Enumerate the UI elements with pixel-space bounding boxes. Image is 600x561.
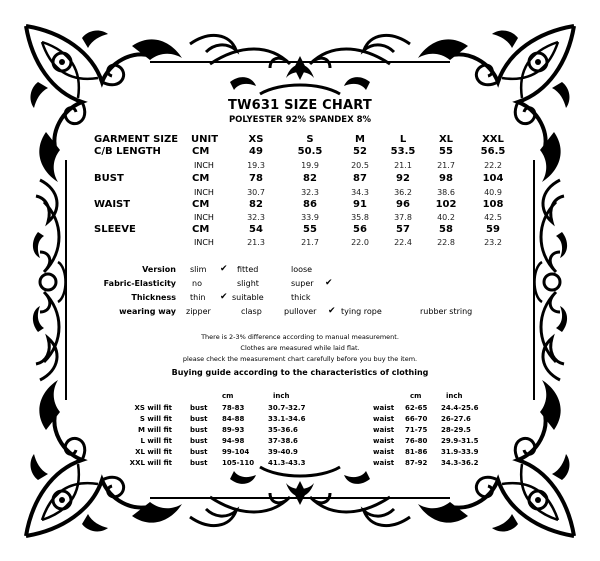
inch-value: 23.2	[484, 238, 502, 247]
feature-label-thickness: Thickness	[131, 293, 176, 302]
check-icon: ✔	[325, 278, 333, 288]
inch-value: 32.3	[301, 188, 319, 197]
guide-size-label: XL will fit	[135, 448, 172, 456]
guide-waist-label: waist	[373, 437, 395, 445]
cm-value: 82	[249, 199, 263, 210]
check-icon: ✔	[328, 306, 336, 316]
inch-value: 32.3	[247, 213, 265, 222]
guide-bust-inch: 37-38.6	[268, 437, 298, 445]
guide-bust-label: bust	[190, 459, 208, 467]
feature-option: zipper	[186, 307, 211, 316]
cm-value: 52	[353, 146, 367, 157]
guide-bust-inch: 33.1-34.6	[268, 415, 306, 423]
guide-waist-label: waist	[373, 404, 395, 412]
size-header-l: L	[399, 134, 407, 145]
cm-value: 96	[396, 199, 410, 210]
size-header-xs: XS	[248, 134, 264, 145]
material-composition: POLYESTER 92% SPANDEX 8%	[228, 115, 372, 125]
guide-waist-label: waist	[373, 459, 395, 467]
guide-cm-header: cm	[222, 392, 234, 400]
row-label-bust: BUST	[94, 173, 124, 184]
cm-value: 54	[249, 224, 263, 235]
unit-cm: CM	[192, 199, 210, 210]
unit-inch: INCH	[194, 188, 214, 197]
row-label-waist: WAIST	[94, 199, 131, 210]
guide-waist-cm: 71-75	[405, 426, 428, 434]
guide-bust-label: bust	[190, 415, 208, 423]
inch-value: 22.0	[351, 238, 369, 247]
feature-option: fitted	[237, 265, 259, 274]
guide-waist-inch: 26-27.6	[441, 415, 471, 423]
guide-waist-cm: 76-80	[405, 437, 428, 445]
guide-waist-cm: 87-92	[405, 459, 428, 467]
guide-bust-cm: 84-88	[222, 415, 245, 423]
inch-value: 21.1	[394, 161, 412, 170]
cm-value: 108	[482, 199, 504, 210]
inch-value: 40.9	[484, 188, 502, 197]
cm-value: 86	[303, 199, 317, 210]
inch-value: 22.2	[484, 161, 502, 170]
inch-value: 30.7	[247, 188, 265, 197]
inch-value: 42.5	[484, 213, 502, 222]
feature-option: suitable	[232, 293, 264, 302]
guide-bust-label: bust	[190, 426, 208, 434]
size-header-xxl: XXL	[482, 134, 504, 145]
guide-waist-inch: 34.3-36.2	[441, 459, 479, 467]
cm-value: 102	[435, 199, 457, 210]
guide-bust-inch: 39-40.9	[268, 448, 298, 456]
feature-option: thick	[291, 293, 311, 302]
guide-waist-label: waist	[373, 448, 395, 456]
cm-value: 58	[439, 224, 453, 235]
cm-value: 56	[353, 224, 367, 235]
inch-value: 19.9	[301, 161, 319, 170]
inch-value: 19.3	[247, 161, 265, 170]
inch-value: 40.2	[437, 213, 455, 222]
guide-bust-cm: 99-104	[222, 448, 250, 456]
cm-value: 49	[249, 146, 263, 157]
feature-label-wearing-way: wearing way	[119, 307, 176, 316]
garment-size-header: GARMENT SIZE	[94, 134, 179, 145]
cm-value: 82	[303, 173, 317, 184]
cm-value: 78	[249, 173, 263, 184]
cm-value: 56.5	[480, 146, 506, 157]
guide-bust-inch: 30.7-32.7	[268, 404, 306, 412]
feature-label-elasticity: Fabric-Elasticity	[103, 279, 176, 288]
feature-option: no	[192, 279, 202, 288]
cm-value: 59	[486, 224, 500, 235]
feature-option: tying rope	[341, 307, 382, 316]
guide-bust-cm: 89-93	[222, 426, 245, 434]
cm-value: 87	[353, 173, 367, 184]
feature-option: clasp	[241, 307, 262, 316]
chart-title: TW631 SIZE CHART	[228, 98, 372, 113]
guide-bust-inch: 35-36.6	[268, 426, 298, 434]
guide-bust-inch: 41.3-43.3	[268, 459, 306, 467]
guide-waist-inch: 29.9-31.5	[441, 437, 479, 445]
guide-waist-label: waist	[373, 426, 395, 434]
note-line: please check the measurement chart carefully before you buy the item.	[182, 355, 418, 363]
row-label-sleeve: SLEEVE	[94, 224, 136, 235]
feature-option: thin	[190, 293, 206, 302]
feature-option: super	[291, 279, 314, 288]
guide-size-label: XS will fit	[134, 404, 172, 412]
check-icon: ✔	[220, 292, 228, 302]
note-line: There is 2-3% difference according to manual measurement.	[201, 333, 399, 341]
cm-value: 53.5	[390, 146, 416, 157]
guide-inch-header: inch	[273, 392, 290, 400]
guide-waist-inch: 28-29.5	[441, 426, 471, 434]
inch-value: 34.3	[351, 188, 369, 197]
feature-option: pullover	[284, 307, 317, 316]
cm-value: 91	[353, 199, 367, 210]
guide-size-label: XXL will fit	[129, 459, 172, 467]
guide-waist-inch: 31.9-33.9	[441, 448, 479, 456]
guide-waist-cm: 81-86	[405, 448, 428, 456]
guide-waist-inch: 24.4-25.6	[441, 404, 479, 412]
unit-cm: CM	[192, 224, 210, 235]
size-header-s: S	[306, 134, 314, 145]
feature-label-version: Version	[142, 265, 176, 274]
guide-cm-header: cm	[410, 392, 422, 400]
guide-bust-cm: 78-83	[222, 404, 245, 412]
inch-value: 21.7	[437, 161, 455, 170]
unit-cm: CM	[192, 173, 210, 184]
inch-value: 21.3	[247, 238, 265, 247]
check-icon: ✔	[220, 264, 228, 274]
guide-inch-header: inch	[446, 392, 463, 400]
unit-inch: INCH	[194, 238, 214, 247]
inch-value: 36.2	[394, 188, 412, 197]
guide-bust-label: bust	[190, 437, 208, 445]
cm-value: 55	[439, 146, 453, 157]
unit-inch: INCH	[194, 213, 214, 222]
unit-inch: INCH	[194, 161, 214, 170]
feature-option: loose	[291, 265, 313, 274]
unit-cm: CM	[192, 146, 210, 157]
inch-value: 20.5	[351, 161, 369, 170]
inch-value: 38.6	[437, 188, 455, 197]
cm-value: 98	[439, 173, 453, 184]
unit-header: UNIT	[191, 134, 219, 145]
guide-bust-cm: 105-110	[222, 459, 255, 467]
guide-bust-label: bust	[190, 404, 208, 412]
inch-value: 37.8	[394, 213, 412, 222]
guide-size-label: L will fit	[140, 437, 172, 445]
guide-size-label: S will fit	[139, 415, 172, 423]
cm-value: 92	[396, 173, 410, 184]
cm-value: 50.5	[297, 146, 323, 157]
inch-value: 22.8	[437, 238, 455, 247]
row-label-cb-length: C/B LENGTH	[94, 146, 161, 157]
inch-value: 22.4	[394, 238, 412, 247]
feature-option: rubber string	[420, 307, 473, 316]
note-line: Clothes are measured while laid flat.	[240, 344, 360, 352]
size-header-m: M	[355, 134, 365, 145]
cm-value: 55	[303, 224, 317, 235]
guide-waist-label: waist	[373, 415, 395, 423]
cm-value: 57	[396, 224, 410, 235]
size-header-xl: XL	[438, 134, 454, 145]
guide-bust-cm: 94-98	[222, 437, 245, 445]
buying-guide-title: Buying guide according to the characteristics of clothing	[171, 368, 429, 377]
guide-bust-label: bust	[190, 448, 208, 456]
guide-waist-cm: 62-65	[405, 404, 428, 412]
inch-value: 21.7	[301, 238, 319, 247]
feature-option: slim	[190, 265, 207, 274]
feature-option: slight	[237, 279, 259, 288]
inch-value: 35.8	[351, 213, 369, 222]
guide-size-label: M will fit	[137, 426, 172, 434]
inch-value: 33.9	[301, 213, 319, 222]
cm-value: 104	[482, 173, 504, 184]
guide-waist-cm: 66-70	[405, 415, 428, 423]
